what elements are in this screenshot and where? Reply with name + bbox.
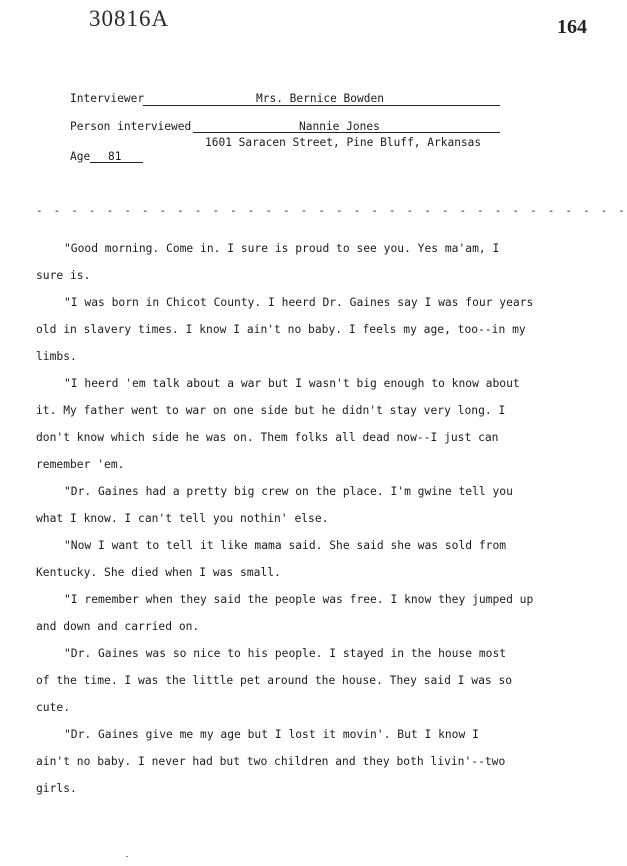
paragraph xyxy=(36,235,556,289)
paragraph xyxy=(36,289,556,370)
paragraph-line: limbs. xyxy=(36,350,77,363)
page-number: 164 xyxy=(557,16,587,38)
paragraph-line: sure is. xyxy=(36,269,91,282)
paragraph-line: Kentucky. She died when I was small. xyxy=(36,566,281,579)
age-value: 81 xyxy=(108,150,122,163)
paragraph xyxy=(36,532,556,586)
scan-mark xyxy=(126,856,128,857)
paragraph-line: cute. xyxy=(36,701,71,714)
paragraph-line: old in slavery times. I know I ain't no baby. I feels my age, too--in my xyxy=(36,323,526,336)
paragraph-line: it. My father went to war on one side but he didn't stay very long. I xyxy=(36,404,506,417)
interview-body xyxy=(36,235,556,802)
person-interviewed-label: Person interviewed xyxy=(70,120,192,133)
paragraph xyxy=(36,370,556,478)
interviewer-label: Interviewer xyxy=(70,92,145,105)
paragraph-line: girls. xyxy=(36,782,77,795)
paragraph-line: of the time. I was the little pet around the house. They said I was so xyxy=(36,674,513,687)
paragraph-line: "Dr. Gaines was so nice to his people. I stayed in the house most xyxy=(64,647,507,660)
paragraph xyxy=(36,721,556,802)
paragraph-line: "I remember when they said the people was free. I know they jumped up xyxy=(64,593,534,606)
paragraph-line: don't know which side he was on. Them folks all dead now--I just can xyxy=(36,431,499,444)
paragraph-line: "Good morning. Come in. I sure is proud to see you. Yes ma'am, I xyxy=(64,242,500,255)
paragraph-line: "I was born in Chicot County. I heerd Dr. Gaines say I was four years xyxy=(64,296,534,309)
person-interviewed-value: Nannie Jones xyxy=(299,120,380,133)
paragraph xyxy=(36,478,556,532)
age-label: Age xyxy=(70,150,91,163)
paragraph-line: and down and carried on. xyxy=(36,620,200,633)
paragraph-line: "Dr. Gaines had a pretty big crew on the place. I'm gwine tell you xyxy=(64,485,513,498)
address-line: 1601 Saracen Street, Pine Bluff, Arkansas xyxy=(205,136,482,149)
interviewer-underline xyxy=(143,105,500,106)
paragraph-line: "Dr. Gaines give me my age but I lost it movin'. But I know I xyxy=(64,728,479,741)
paragraph-line: "Now I want to tell it like mama said. She said she was sold from xyxy=(64,539,507,552)
paragraph-line: ain't no baby. I never had but two children and they both livin'--two xyxy=(36,755,506,768)
interviewer-value: Mrs. Bernice Bowden xyxy=(256,92,384,105)
paragraph xyxy=(36,586,556,640)
paragraph-line: what I know. I can't tell you nothin' else. xyxy=(36,512,329,525)
stamp-number: 30816A xyxy=(89,6,170,31)
paragraph xyxy=(36,640,556,721)
dashed-divider: - - - - - - - - - - - - - - - - - - - - - - - - - - - - - - - - - - xyxy=(36,204,627,217)
paragraph-line: remember 'em. xyxy=(36,458,125,471)
paragraph-line: "I heerd 'em talk about a war but I wasn't big enough to know about xyxy=(64,377,520,390)
